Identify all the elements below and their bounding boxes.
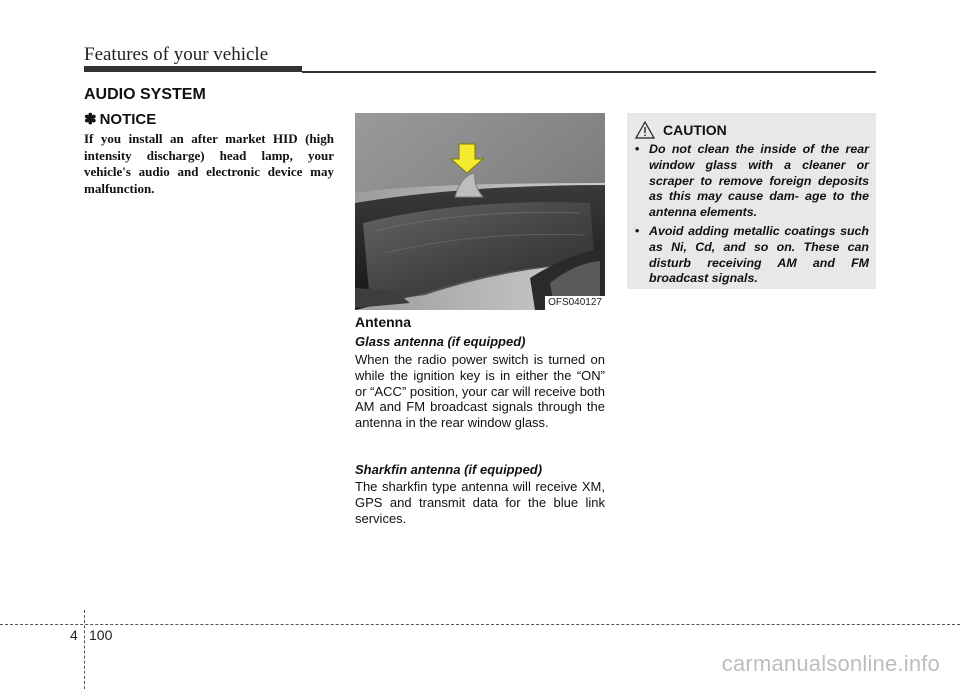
footer-vertical-rule (84, 610, 85, 689)
watermark-text: carmanualsonline.info (721, 651, 940, 676)
header-rule-thin (302, 71, 876, 73)
glass-antenna-heading: Glass antenna (if equipped) (355, 334, 526, 349)
caution-item: • Do not clean the inside of the rear window glass with a cleaner or scraper to remove foreign deposits as this may cause dam- age to the antenna elements. (635, 142, 869, 220)
header-rule-thick (84, 66, 302, 72)
bullet-icon: • (635, 142, 640, 156)
notice-heading (84, 110, 156, 128)
caution-heading: CAUTION (663, 122, 727, 138)
caution-item: • Avoid adding metallic coatings such as Ni, Cd, and so on. These can disturb receiving AM and FM broadcast signals. (635, 223, 869, 286)
glass-antenna-body: When the radio power switch is turned on while the ignition key is in either the “ON” or “ACC” position, your car will receive both AM and FM broadcast signals through the antenna in the rear window glass. (355, 352, 605, 431)
bullet-icon: • (635, 223, 640, 238)
page-number: 100 (89, 627, 113, 643)
notice-body: If you install an after market HID (high intensity discharge) head lamp, your vehicle's audio and electronic device may malfunction. (84, 131, 334, 196)
image-code: OFS040127 (545, 296, 605, 310)
warning-triangle-icon (635, 121, 655, 139)
page-chapter: 4 (70, 627, 78, 643)
car-roof-illustration (355, 113, 605, 310)
caution-list (635, 142, 869, 290)
caution-box (627, 113, 876, 289)
running-header: Features of your vehicle (84, 44, 269, 65)
footer-rule (0, 624, 960, 625)
notice-heading-text: NOTICE (99, 111, 157, 128)
antenna-heading: Antenna (355, 314, 411, 330)
car-roof-graphic (355, 113, 605, 310)
sharkfin-antenna-body: The sharkfin type antenna will receive XM, GPS and transmit data for the blue link services. (355, 479, 605, 526)
notice-star-icon: ✽ (84, 111, 97, 128)
section-title: AUDIO SYSTEM (84, 86, 206, 103)
sharkfin-antenna-heading: Sharkfin antenna (if equipped) (355, 462, 543, 477)
